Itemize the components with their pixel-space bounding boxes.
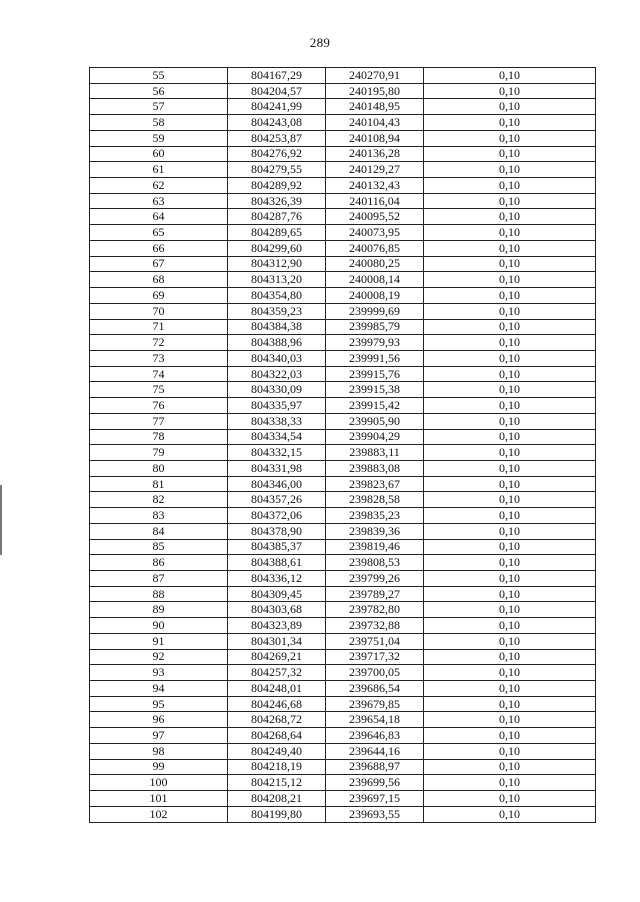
x-coordinate-cell: 804248,01 [228, 681, 326, 697]
point-number-cell: 60 [90, 146, 228, 162]
table-row [90, 681, 596, 697]
point-number-cell: 101 [90, 791, 228, 807]
x-coordinate-cell: 804335,97 [228, 398, 326, 414]
table-row [90, 618, 596, 634]
x-coordinate-cell: 804326,39 [228, 193, 326, 209]
table-row [90, 712, 596, 728]
y-coordinate-cell: 240008,14 [326, 272, 424, 288]
y-coordinate-cell: 240270,91 [326, 68, 424, 84]
accuracy-cell: 0,10 [424, 665, 596, 681]
point-number-cell: 72 [90, 335, 228, 351]
y-coordinate-cell: 239679,85 [326, 696, 424, 712]
accuracy-cell: 0,10 [424, 162, 596, 178]
y-coordinate-cell: 239999,69 [326, 303, 424, 319]
accuracy-cell: 0,10 [424, 759, 596, 775]
accuracy-cell: 0,10 [424, 743, 596, 759]
accuracy-cell: 0,10 [424, 209, 596, 225]
accuracy-cell: 0,10 [424, 83, 596, 99]
x-coordinate-cell: 804204,57 [228, 83, 326, 99]
y-coordinate-cell: 239823,67 [326, 476, 424, 492]
point-number-cell: 70 [90, 303, 228, 319]
point-number-cell: 62 [90, 178, 228, 194]
y-coordinate-cell: 239915,42 [326, 398, 424, 414]
table-row [90, 696, 596, 712]
accuracy-cell: 0,10 [424, 240, 596, 256]
x-coordinate-cell: 804268,64 [228, 728, 326, 744]
x-coordinate-cell: 804388,61 [228, 555, 326, 571]
table-row [90, 508, 596, 524]
accuracy-cell: 0,10 [424, 555, 596, 571]
x-coordinate-cell: 804313,20 [228, 272, 326, 288]
x-coordinate-cell: 804218,19 [228, 759, 326, 775]
table-row [90, 319, 596, 335]
x-coordinate-cell: 804167,29 [228, 68, 326, 84]
y-coordinate-cell: 240108,94 [326, 130, 424, 146]
x-coordinate-cell: 804289,92 [228, 178, 326, 194]
y-coordinate-cell: 239979,93 [326, 335, 424, 351]
accuracy-cell: 0,10 [424, 476, 596, 492]
point-number-cell: 71 [90, 319, 228, 335]
accuracy-cell: 0,10 [424, 696, 596, 712]
point-number-cell: 80 [90, 460, 228, 476]
point-number-cell: 83 [90, 508, 228, 524]
accuracy-cell: 0,10 [424, 99, 596, 115]
point-number-cell: 65 [90, 225, 228, 241]
x-coordinate-cell: 804243,08 [228, 115, 326, 131]
table-row [90, 555, 596, 571]
table-row [90, 130, 596, 146]
table-row [90, 209, 596, 225]
y-coordinate-cell: 239732,88 [326, 618, 424, 634]
accuracy-cell: 0,10 [424, 130, 596, 146]
point-number-cell: 64 [90, 209, 228, 225]
accuracy-cell: 0,10 [424, 272, 596, 288]
table-row [90, 350, 596, 366]
point-number-cell: 66 [90, 240, 228, 256]
x-coordinate-cell: 804241,99 [228, 99, 326, 115]
y-coordinate-cell: 239646,83 [326, 728, 424, 744]
table-row [90, 759, 596, 775]
y-coordinate-cell: 239782,80 [326, 602, 424, 618]
table-row [90, 728, 596, 744]
point-number-cell: 76 [90, 398, 228, 414]
y-coordinate-cell: 240148,95 [326, 99, 424, 115]
table-row [90, 303, 596, 319]
table-row [90, 665, 596, 681]
accuracy-cell: 0,10 [424, 366, 596, 382]
x-coordinate-cell: 804354,80 [228, 288, 326, 304]
y-coordinate-cell: 240129,27 [326, 162, 424, 178]
point-number-cell: 59 [90, 130, 228, 146]
accuracy-cell: 0,10 [424, 146, 596, 162]
y-coordinate-cell: 240073,95 [326, 225, 424, 241]
table-row [90, 193, 596, 209]
table-row [90, 225, 596, 241]
accuracy-cell: 0,10 [424, 681, 596, 697]
point-number-cell: 55 [90, 68, 228, 84]
accuracy-cell: 0,10 [424, 728, 596, 744]
y-coordinate-cell: 239751,04 [326, 633, 424, 649]
table-row [90, 633, 596, 649]
x-coordinate-cell: 804249,40 [228, 743, 326, 759]
x-coordinate-cell: 804312,90 [228, 256, 326, 272]
y-coordinate-cell: 239654,18 [326, 712, 424, 728]
point-number-cell: 84 [90, 523, 228, 539]
y-coordinate-cell: 240195,80 [326, 83, 424, 99]
point-number-cell: 68 [90, 272, 228, 288]
y-coordinate-cell: 239789,27 [326, 586, 424, 602]
point-number-cell: 81 [90, 476, 228, 492]
accuracy-cell: 0,10 [424, 115, 596, 131]
x-coordinate-cell: 804378,90 [228, 523, 326, 539]
x-coordinate-cell: 804303,68 [228, 602, 326, 618]
table-row [90, 429, 596, 445]
table-row [90, 476, 596, 492]
y-coordinate-cell: 240008,19 [326, 288, 424, 304]
table-row [90, 272, 596, 288]
y-coordinate-cell: 239697,15 [326, 791, 424, 807]
table-row [90, 445, 596, 461]
x-coordinate-cell: 804257,32 [228, 665, 326, 681]
y-coordinate-cell: 240116,04 [326, 193, 424, 209]
point-number-cell: 73 [90, 350, 228, 366]
x-coordinate-cell: 804279,55 [228, 162, 326, 178]
y-coordinate-cell: 239915,38 [326, 382, 424, 398]
y-coordinate-cell: 239717,32 [326, 649, 424, 665]
table-row [90, 492, 596, 508]
y-coordinate-cell: 239828,58 [326, 492, 424, 508]
point-number-cell: 102 [90, 806, 228, 822]
table-row [90, 649, 596, 665]
y-coordinate-cell: 239904,29 [326, 429, 424, 445]
accuracy-cell: 0,10 [424, 335, 596, 351]
y-coordinate-cell: 240104,43 [326, 115, 424, 131]
point-number-cell: 57 [90, 99, 228, 115]
x-coordinate-cell: 804336,12 [228, 571, 326, 587]
table-row [90, 743, 596, 759]
x-coordinate-cell: 804299,60 [228, 240, 326, 256]
x-coordinate-cell: 804372,06 [228, 508, 326, 524]
accuracy-cell: 0,10 [424, 571, 596, 587]
point-number-cell: 99 [90, 759, 228, 775]
accuracy-cell: 0,10 [424, 602, 596, 618]
accuracy-cell: 0,10 [424, 429, 596, 445]
accuracy-cell: 0,10 [424, 382, 596, 398]
point-number-cell: 98 [90, 743, 228, 759]
point-number-cell: 75 [90, 382, 228, 398]
coordinates-table-body [90, 68, 596, 823]
point-number-cell: 92 [90, 649, 228, 665]
y-coordinate-cell: 239839,36 [326, 523, 424, 539]
accuracy-cell: 0,10 [424, 288, 596, 304]
point-number-cell: 69 [90, 288, 228, 304]
y-coordinate-cell: 239700,05 [326, 665, 424, 681]
x-coordinate-cell: 804309,45 [228, 586, 326, 602]
y-coordinate-cell: 240095,52 [326, 209, 424, 225]
table-row [90, 240, 596, 256]
point-number-cell: 56 [90, 83, 228, 99]
table-row [90, 571, 596, 587]
table-row [90, 162, 596, 178]
y-coordinate-cell: 239699,56 [326, 775, 424, 791]
x-coordinate-cell: 804287,76 [228, 209, 326, 225]
point-number-cell: 67 [90, 256, 228, 272]
y-coordinate-cell: 240080,25 [326, 256, 424, 272]
point-number-cell: 61 [90, 162, 228, 178]
accuracy-cell: 0,10 [424, 586, 596, 602]
x-coordinate-cell: 804269,21 [228, 649, 326, 665]
coordinates-table [89, 67, 596, 823]
accuracy-cell: 0,10 [424, 68, 596, 84]
table-row [90, 256, 596, 272]
x-coordinate-cell: 804334,54 [228, 429, 326, 445]
accuracy-cell: 0,10 [424, 492, 596, 508]
point-number-cell: 93 [90, 665, 228, 681]
table-row [90, 68, 596, 84]
x-coordinate-cell: 804208,21 [228, 791, 326, 807]
point-number-cell: 96 [90, 712, 228, 728]
y-coordinate-cell: 240136,28 [326, 146, 424, 162]
x-coordinate-cell: 804322,03 [228, 366, 326, 382]
scan-edge-mark [0, 485, 2, 555]
table-row [90, 146, 596, 162]
y-coordinate-cell: 240076,85 [326, 240, 424, 256]
x-coordinate-cell: 804199,80 [228, 806, 326, 822]
table-row [90, 523, 596, 539]
x-coordinate-cell: 804332,15 [228, 445, 326, 461]
y-coordinate-cell: 239985,79 [326, 319, 424, 335]
point-number-cell: 100 [90, 775, 228, 791]
point-number-cell: 89 [90, 602, 228, 618]
point-number-cell: 85 [90, 539, 228, 555]
point-number-cell: 82 [90, 492, 228, 508]
x-coordinate-cell: 804215,12 [228, 775, 326, 791]
y-coordinate-cell: 239808,53 [326, 555, 424, 571]
table-row [90, 586, 596, 602]
x-coordinate-cell: 804268,72 [228, 712, 326, 728]
page-number: 289 [309, 35, 331, 50]
table-row [90, 413, 596, 429]
y-coordinate-cell: 239693,55 [326, 806, 424, 822]
point-number-cell: 94 [90, 681, 228, 697]
accuracy-cell: 0,10 [424, 633, 596, 649]
y-coordinate-cell: 239686,54 [326, 681, 424, 697]
point-number-cell: 90 [90, 618, 228, 634]
accuracy-cell: 0,10 [424, 539, 596, 555]
accuracy-cell: 0,10 [424, 460, 596, 476]
table-row [90, 335, 596, 351]
table-row [90, 288, 596, 304]
x-coordinate-cell: 804357,26 [228, 492, 326, 508]
table-row [90, 83, 596, 99]
x-coordinate-cell: 804323,89 [228, 618, 326, 634]
accuracy-cell: 0,10 [424, 508, 596, 524]
point-number-cell: 87 [90, 571, 228, 587]
point-number-cell: 79 [90, 445, 228, 461]
table-row [90, 539, 596, 555]
point-number-cell: 74 [90, 366, 228, 382]
accuracy-cell: 0,10 [424, 178, 596, 194]
point-number-cell: 58 [90, 115, 228, 131]
x-coordinate-cell: 804359,23 [228, 303, 326, 319]
y-coordinate-cell: 239883,11 [326, 445, 424, 461]
table-row [90, 366, 596, 382]
x-coordinate-cell: 804388,96 [228, 335, 326, 351]
x-coordinate-cell: 804384,38 [228, 319, 326, 335]
accuracy-cell: 0,10 [424, 775, 596, 791]
table-row [90, 806, 596, 822]
x-coordinate-cell: 804346,00 [228, 476, 326, 492]
table-row [90, 178, 596, 194]
accuracy-cell: 0,10 [424, 193, 596, 209]
accuracy-cell: 0,10 [424, 791, 596, 807]
table-row [90, 460, 596, 476]
x-coordinate-cell: 804253,87 [228, 130, 326, 146]
table-row [90, 99, 596, 115]
x-coordinate-cell: 804331,98 [228, 460, 326, 476]
table-row [90, 602, 596, 618]
y-coordinate-cell: 239819,46 [326, 539, 424, 555]
accuracy-cell: 0,10 [424, 712, 596, 728]
accuracy-cell: 0,10 [424, 618, 596, 634]
table-row [90, 382, 596, 398]
x-coordinate-cell: 804340,03 [228, 350, 326, 366]
table-row [90, 115, 596, 131]
accuracy-cell: 0,10 [424, 225, 596, 241]
table-row [90, 791, 596, 807]
point-number-cell: 78 [90, 429, 228, 445]
point-number-cell: 63 [90, 193, 228, 209]
x-coordinate-cell: 804289,65 [228, 225, 326, 241]
accuracy-cell: 0,10 [424, 303, 596, 319]
y-coordinate-cell: 239905,90 [326, 413, 424, 429]
accuracy-cell: 0,10 [424, 350, 596, 366]
y-coordinate-cell: 239688,97 [326, 759, 424, 775]
point-number-cell: 77 [90, 413, 228, 429]
accuracy-cell: 0,10 [424, 523, 596, 539]
x-coordinate-cell: 804330,09 [228, 382, 326, 398]
table-row [90, 775, 596, 791]
point-number-cell: 97 [90, 728, 228, 744]
accuracy-cell: 0,10 [424, 445, 596, 461]
y-coordinate-cell: 239883,08 [326, 460, 424, 476]
y-coordinate-cell: 239991,56 [326, 350, 424, 366]
y-coordinate-cell: 239799,26 [326, 571, 424, 587]
point-number-cell: 88 [90, 586, 228, 602]
accuracy-cell: 0,10 [424, 256, 596, 272]
point-number-cell: 95 [90, 696, 228, 712]
y-coordinate-cell: 239644,16 [326, 743, 424, 759]
accuracy-cell: 0,10 [424, 398, 596, 414]
x-coordinate-cell: 804246,68 [228, 696, 326, 712]
accuracy-cell: 0,10 [424, 413, 596, 429]
accuracy-cell: 0,10 [424, 319, 596, 335]
point-number-cell: 91 [90, 633, 228, 649]
x-coordinate-cell: 804338,33 [228, 413, 326, 429]
x-coordinate-cell: 804385,37 [228, 539, 326, 555]
point-number-cell: 86 [90, 555, 228, 571]
accuracy-cell: 0,10 [424, 806, 596, 822]
table-row [90, 398, 596, 414]
x-coordinate-cell: 804276,92 [228, 146, 326, 162]
y-coordinate-cell: 239835,23 [326, 508, 424, 524]
accuracy-cell: 0,10 [424, 649, 596, 665]
y-coordinate-cell: 240132,43 [326, 178, 424, 194]
y-coordinate-cell: 239915,76 [326, 366, 424, 382]
x-coordinate-cell: 804301,34 [228, 633, 326, 649]
